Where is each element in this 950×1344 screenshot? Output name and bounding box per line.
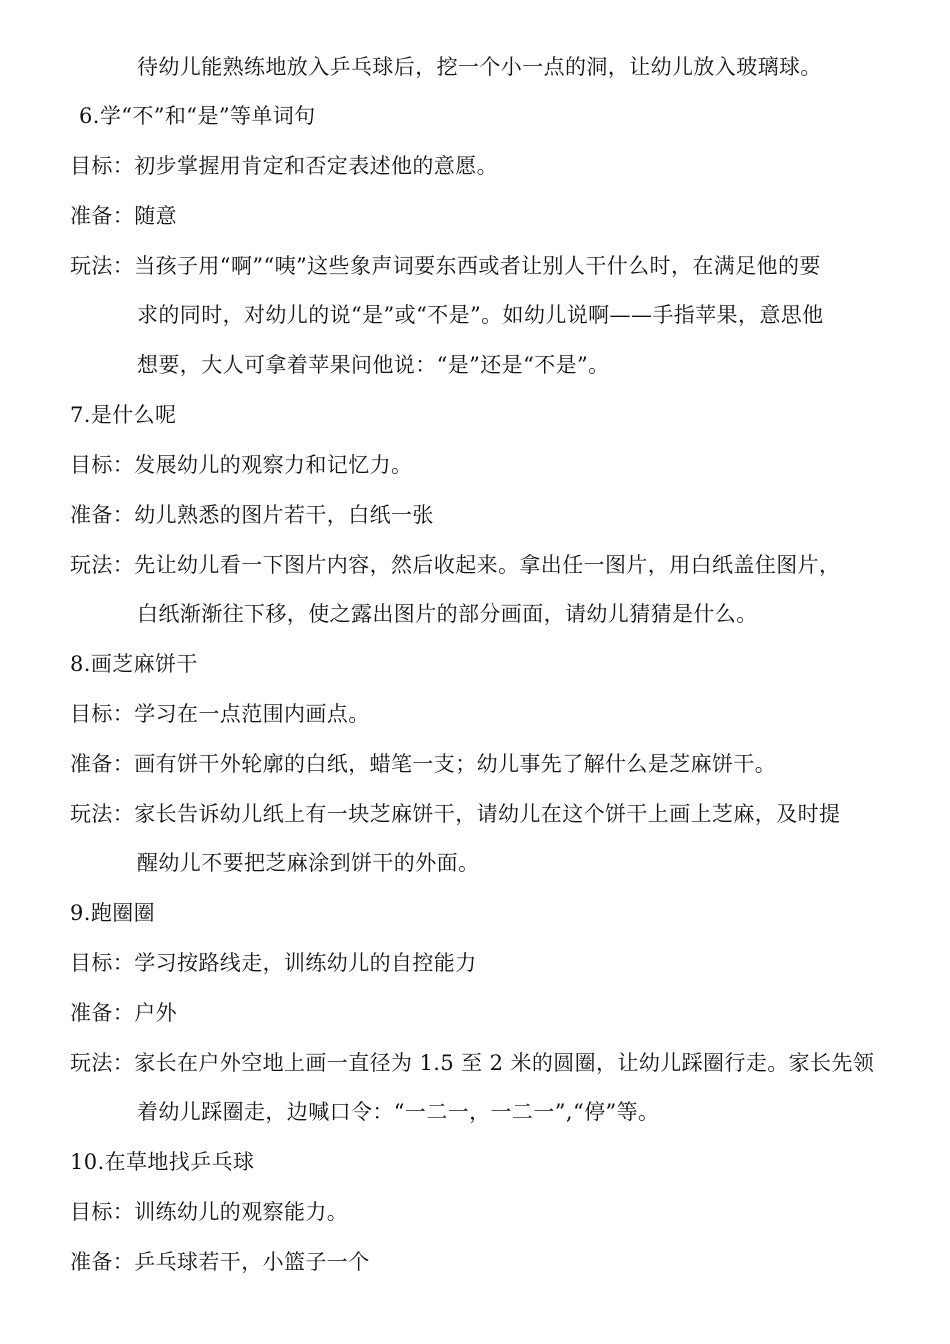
activity-9-prep	[70, 999, 177, 1027]
play-text-line: 白纸渐渐往下移，使之露出图片的部分画面，请幼儿猜猜是什么。	[137, 602, 758, 626]
play-label: 玩法：	[70, 1051, 135, 1075]
activity-7-goal	[70, 451, 412, 479]
play-text-line: 着幼儿踩圈走，边喊口令：“一二一，一二一”,“停”等。	[137, 1100, 660, 1124]
activity-9-title: 9.跑圈圈	[70, 901, 156, 925]
goal-label: 目标：	[70, 951, 135, 975]
activity-6-goal	[70, 152, 498, 180]
goal-text: 发展幼儿的观察力和记忆力。	[134, 453, 413, 477]
play-text-line: 求的同时，对幼儿的说“是”或“不是”。如幼儿说啊——手指苹果，意思他	[137, 303, 824, 327]
goal-label: 目标：	[70, 702, 135, 726]
goal-label: 目标：	[70, 1200, 135, 1224]
prep-text: 乒乓球若干，小篮子一个	[134, 1250, 370, 1274]
goal-label: 目标：	[70, 453, 135, 477]
activity-6-prep	[70, 202, 177, 230]
play-text-line: 当孩子用“啊”“咦”这些象声词要东西或者让别人干什么时，在满足他的要	[134, 254, 821, 278]
activity-7-play	[70, 551, 840, 579]
activity-10-title: 10.在草地找乒乓球	[70, 1150, 255, 1174]
prep-label: 准备：	[70, 503, 135, 527]
play-label: 玩法：	[70, 553, 135, 577]
activity-7-title: 7.是什么呢	[70, 403, 177, 427]
activity-9-goal	[70, 949, 477, 977]
activity-6-play	[70, 252, 821, 280]
play-text-line: 醒幼儿不要把芝麻涂到饼干的外面。	[137, 851, 480, 875]
prep-text: 随意	[134, 204, 178, 228]
goal-text: 学习按路线走，训练幼儿的自控能力	[134, 951, 477, 975]
goal-text: 初步掌握用肯定和否定表述他的意愿。	[134, 154, 499, 178]
activity-7-prep	[70, 501, 434, 529]
prep-text: 画有饼干外轮廓的白纸，蜡笔一支；幼儿事先了解什么是芝麻饼干。	[134, 752, 777, 776]
prep-label: 准备：	[70, 1250, 135, 1274]
activity-8-prep	[70, 750, 776, 778]
prep-text: 户外	[134, 1001, 178, 1025]
activity-10-goal	[70, 1198, 348, 1226]
play-label: 玩法：	[70, 802, 135, 826]
activity-8-title: 8.画芝麻饼干	[70, 652, 198, 676]
activity-10-prep	[70, 1248, 370, 1276]
prep-label: 准备：	[70, 1001, 135, 1025]
activity-8-goal	[70, 700, 370, 728]
activity-9-play	[70, 1049, 874, 1077]
play-text-line: 家长在户外空地上画一直径为 1.5 至 2 米的圆圈，让幼儿踩圈行走。家长先领	[134, 1051, 875, 1075]
play-text-line: 先让幼儿看一下图片内容，然后收起来。拿出任一图片，用白纸盖住图片，	[134, 553, 841, 577]
continuation-text: 待幼儿能熟练地放入乒乓球后，挖一个小一点的洞，让幼儿放入玻璃球。	[137, 55, 822, 79]
prep-text: 幼儿熟悉的图片若干，白纸一张	[134, 503, 434, 527]
play-text-line: 想要，大人可拿着苹果问他说：“是”还是“不是”。	[137, 353, 610, 377]
play-label: 玩法：	[70, 254, 135, 278]
prep-label: 准备：	[70, 204, 135, 228]
goal-text: 训练幼儿的观察能力。	[134, 1200, 349, 1224]
goal-text: 学习在一点范围内画点。	[134, 702, 370, 726]
goal-label: 目标：	[70, 154, 135, 178]
activity-6-title: 6.学“不”和“是”等单词句	[79, 104, 316, 128]
play-text-line: 家长告诉幼儿纸上有一块芝麻饼干，请幼儿在这个饼干上画上芝麻，及时提	[134, 802, 841, 826]
prep-label: 准备：	[70, 752, 135, 776]
activity-8-play	[70, 800, 840, 828]
